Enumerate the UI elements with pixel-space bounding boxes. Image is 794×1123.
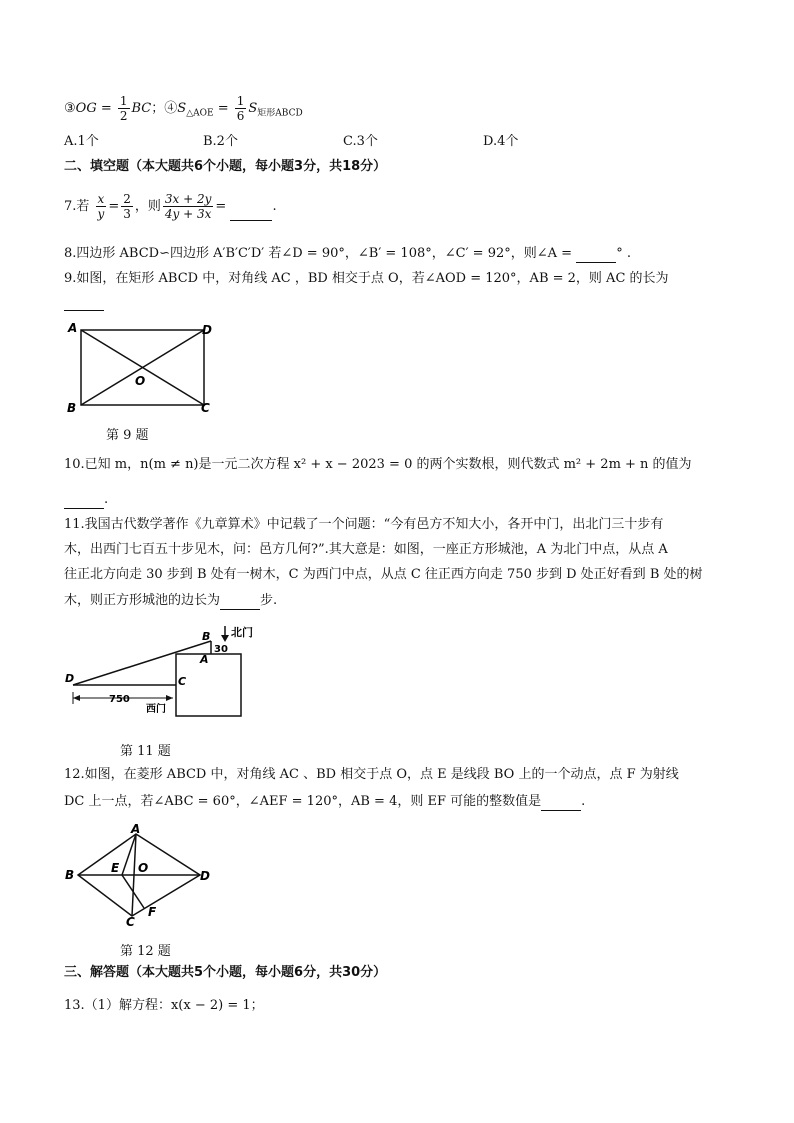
fig12-label-o: O [138,861,149,875]
q11-line2: 木，出西门七百五十步见木，问：邑方几何?”.其大意是：如图，一座正方形城池，A 为北门中点，从点 A [64,542,668,557]
q7-frac1 [96,192,107,221]
item3-num: 1 [119,94,128,108]
fig11-label-b: B [202,630,211,643]
q12-answer-blank[interactable] [541,792,581,811]
fig11-caption: 第 11 题 [120,744,171,759]
q7-frac3-num: 3x + 2y [164,192,212,206]
fig11-west-gate: 西门 [146,704,166,715]
fig11-sightline-db [73,641,211,685]
q11-line4 [64,591,277,610]
item4-den: 6 [236,109,245,123]
q7-frac3 [163,192,214,221]
q8-answer-blank[interactable] [576,244,616,263]
q10-line1: 10.已知 m，n(m ≠ n)是一元二次方程 x² + x − 2023 = 0 的两个实数根，则代数式 m² + 2m + n 的值为 [64,457,692,472]
item4-lhs-sub: △AOE [186,108,214,119]
q12-line1: 12.如图，在菱形 ABCD 中，对角线 AC 、BD 相交于点 O，点 E 是线段 BO 上的一个动点，点 F 为射线 [64,767,679,782]
section2-heading: 二、填空题（本大题共6个小题，每小题3分，共18分） [64,159,387,174]
item4-rhs: S [248,101,258,116]
fig12-label-d: D [200,869,210,883]
q8-text: 8.四边形 ABCD∽四边形 A′B′C′D′ 若∠D = 90°，∠B′ = 108°，∠C′ = 92°，则∠A = [64,246,573,261]
fig9-label-o: O [135,374,146,388]
q7-frac2-den: 3 [123,207,131,221]
q11-answer-blank[interactable] [220,591,260,610]
fig11-label-a: A [200,653,209,666]
q7-answer-blank[interactable] [230,202,272,221]
item4-prefix: ④ [164,101,178,116]
item3-lhs: OG [75,101,97,116]
fig11-dim-arrow-left [73,695,80,701]
q11-unit: 步. [260,593,278,608]
q7-prefix: 7.若 [64,199,90,214]
q7-line [64,192,277,221]
q7-frac3-den: 4y + 3x [164,207,212,221]
q7-end: . [272,199,277,214]
q11-last: 木，则正方形城池的边长为 [64,593,221,608]
fig11-north-gate: 北门 [231,626,253,639]
q6-option-d: D.4个 [483,134,519,149]
q7-mid: ，则 [134,199,161,214]
q13-line: 13.（1）解方程：x(x − 2) = 1； [64,998,264,1013]
q12-end: . [581,794,586,809]
fig12-label-e: E [111,861,120,875]
item4-fraction [235,94,247,123]
fig9-label-c: C [201,401,210,415]
figure-9 [60,320,220,420]
q7-frac1-num: x [97,192,105,206]
item-separator: ； [151,101,165,116]
fig12-label-c: C [126,915,135,929]
q11-line1: 11.我国古代数学著作《九章算术》中记载了一个问题：“今有邑方不知大小，各开中门，出北门三十步有 [64,517,664,532]
item4-num: 1 [236,94,245,108]
q7-frac2 [121,192,133,221]
q11-line3: 往正北方向走 30 步到 B 处有一树木，C 为西门中点，从点 C 往正西方向走 750 步到 D 处正好看到 B 处的树 [64,567,703,582]
fig12-label-a: A [131,822,141,836]
fig9-label-a: A [68,321,78,335]
item3-rhs: BC [131,101,152,116]
item4-rhs-sub: 矩形ABCD [257,108,303,119]
q7-eq2: = [215,199,227,214]
q8-end: ° . [616,246,631,261]
q6-option-a: A.1个 [64,134,99,149]
fig12-label-f: F [148,905,157,919]
fig11-dist-west: 750 [109,694,130,705]
fig11-label-c: C [178,675,187,688]
fig9-label-d: D [202,323,212,337]
figure-11 [60,622,260,722]
item3-prefix: ③ [64,101,76,116]
q7-frac2-num: 2 [123,192,131,206]
q9-answer-blank[interactable] [64,292,104,311]
fig11-north-arrowhead [221,635,229,642]
fig9-label-b: B [67,401,77,415]
fig11-label-d: D [65,672,75,685]
q6-items-line: ③OG = $\frac{1}{2}$ BC；$④S_{\triangle AOE}$ = $\frac{1}{6}$ $S_{矩形ABCD}$ [64,94,303,123]
q7-frac1-den: y [97,207,105,221]
fig11-dist-north: 30 [214,644,228,655]
q6-option-b: B.2个 [203,134,238,149]
q12-line2 [64,792,585,811]
q10-answer-blank[interactable] [64,490,104,509]
q6-option-c: C.3个 [343,134,378,149]
item3-den: 2 [119,109,128,123]
q8-line [64,244,631,263]
fig12-label-b: B [65,868,75,882]
item3-fraction [118,94,130,123]
q10-line2: . [64,490,108,509]
q7-eq1: = [108,199,120,214]
q9-line1: 9.如图，在矩形 ABCD 中，对角线 AC ，BD 相交于点 O，若∠AOD = 120°，AB = 2，则 AC 的长为 [64,271,669,286]
item4-lhs: S [177,101,187,116]
fig12-caption: 第 12 题 [120,944,171,959]
section3-heading: 三、解答题（本大题共5个小题，每小题6分，共30分） [64,965,387,980]
fig9-caption: 第 9 题 [106,428,149,443]
fig11-dim-arrow-right [166,695,173,701]
figure-12 [60,822,220,936]
q12-text: DC 上一点，若∠ABC = 60°，∠AEF = 120°，AB = 4，则 EF 可能的整数值是 [64,794,542,809]
q9-line2 [64,292,104,311]
